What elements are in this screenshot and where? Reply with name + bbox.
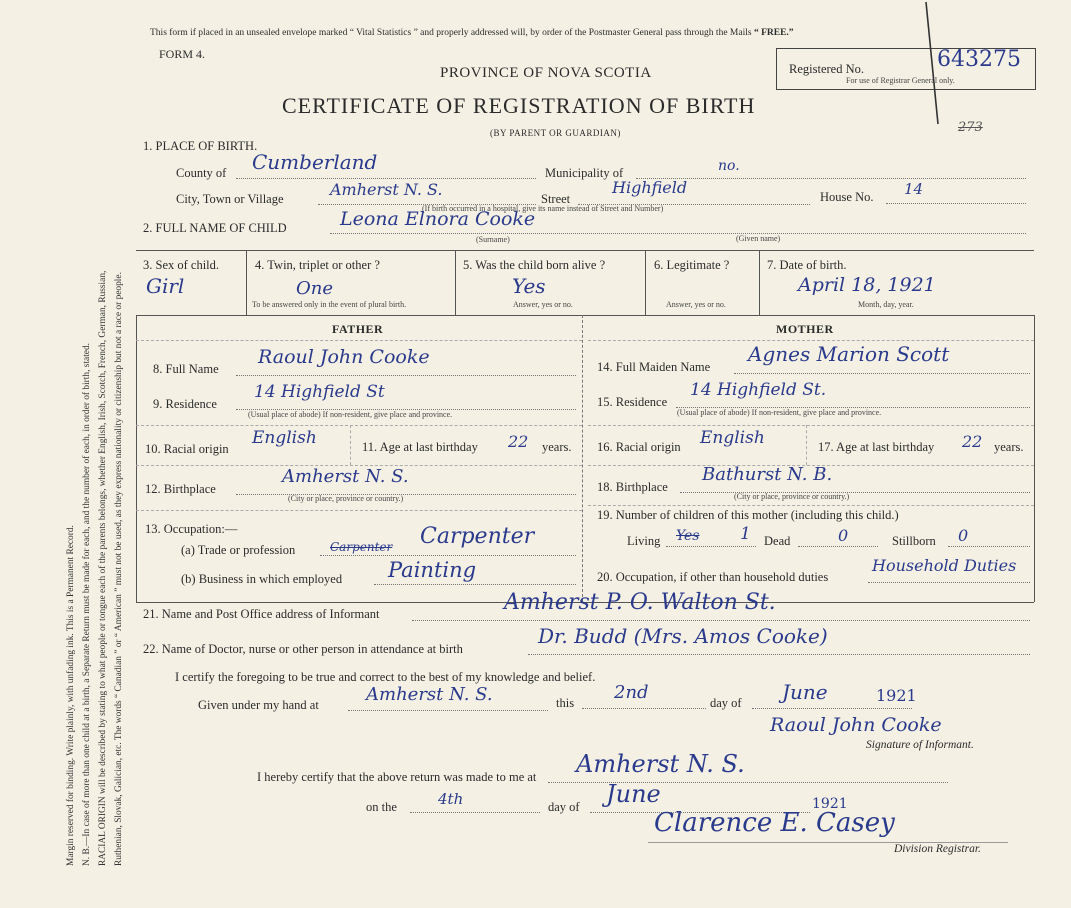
mother-residence-label: 15. Residence [597,395,668,409]
living-label: Living [627,534,661,548]
children-count-label: 19. Number of children of this mother (including this child.) [597,508,899,522]
child-name-value: Leona Elnora Cooke [340,208,536,230]
margin-racial-note: RACIAL ORIGIN will be described by stating to what people or tongue each of the parents belongs, whether English, Irish, Scotch, French, German, Russian, [98,270,108,866]
father-years-label: years. [542,440,572,454]
mother-birthplace-label: 18. Birthplace [597,480,668,494]
margin-binding-note: Margin reserved for binding. Write plainly, with unfading ink. This is a Permanent Record. [66,525,76,866]
dob-label: 7. Date of birth. [767,258,847,272]
registrar-month-value: June [606,780,661,808]
father-age-label: 11. Age at last birthday [362,440,478,454]
page-title: CERTIFICATE OF REGISTRATION OF BIRTH [282,93,756,118]
father-birthplace-value: Amherst N. S. [282,466,409,487]
certify-statement: I certify the foregoing to be true and correct to the best of my knowledge and belief. [175,670,596,684]
county-value: Cumberland [252,150,378,174]
father-birthplace-note: (City or place, province or country.) [288,494,404,503]
living-value: 1 [740,524,751,544]
given-place-value: Amherst N. S. [366,684,493,705]
father-age-value: 22 [508,432,529,451]
legitimate-note: Answer, yes or no. [666,300,726,309]
mother-heading: MOTHER [776,322,834,336]
margin-racial-note-2: Ruthenian, Slovak, Galician, etc. The words “ Canadian ” or “ American ” must not be used, as they express nationality or citizenship but not a race or people. [114,272,124,866]
alive-label: 5. Was the child born alive ? [463,258,606,272]
registered-number: 643275 [937,47,1021,72]
twin-value: One [296,278,334,299]
registrar-year-value: 1921 [812,796,848,812]
this-label: this [556,696,575,710]
trade-struck-value: Carpenter [330,540,393,554]
given-day-of-label: day of [710,696,742,710]
pencil-stroke-mark [920,0,950,130]
business-label: (b) Business in which employed [181,572,343,586]
informant-signature-caption: Signature of Informant. [866,739,974,751]
mother-occupation-value: Household Duties [872,556,1017,575]
postal-notice: This form if placed in an unsealed envelope marked “ Vital Statistics ” and properly addressed will, by order of the Postmaster General pass through the Mails “ FREE.” [150,28,794,38]
father-name-label: 8. Full Name [153,362,219,376]
doctor-label: 22. Name of Doctor, nurse or other person in attendance at birth [143,642,463,656]
hospital-note: (If birth occurred in a hospital, give its name instead of Street and Number) [422,204,664,213]
trade-label: (a) Trade or profession [181,543,296,557]
father-occupation-label: 13. Occupation:— [145,522,238,536]
trade-value: Carpenter [420,524,535,549]
street-label: Street [541,192,571,206]
mother-age-value: 22 [962,432,983,451]
twin-note: To be answered only in the event of plural birth. [252,300,407,309]
mother-residence-value: 14 Highfield St. [690,380,827,400]
given-label: Given under my hand at [198,698,319,712]
doctor-value: Dr. Budd (Mrs. Amos Cooke) [538,624,828,648]
dead-label: Dead [764,534,791,548]
given-name-note: (Given name) [736,234,781,243]
informant-label: 21. Name and Post Office address of Informant [143,607,380,621]
father-residence-value: 14 Highfield St [254,382,385,402]
mother-racial-label: 16. Racial origin [597,440,681,454]
mother-birthplace-value: Bathurst N. B. [702,464,833,485]
registrar-statement: I hereby certify that the above return was made to me at [257,770,537,784]
twin-label: 4. Twin, triplet or other ? [255,258,380,272]
registrar-note: For use of Registrar General only. [846,76,955,85]
given-month-value: June [782,680,828,704]
city-label: City, Town or Village [176,192,284,206]
mother-years-label: years. [994,440,1024,454]
dob-note: Month, day, year. [858,300,914,309]
dead-value: 0 [838,526,849,545]
father-birthplace-label: 12. Birthplace [145,482,216,496]
city-value: Amherst N. S. [330,180,443,199]
sex-label: 3. Sex of child. [143,258,220,272]
house-label: House No. [820,190,874,204]
surname-note: (Surname) [476,235,510,244]
registered-label: Registered No. [789,62,864,76]
stillborn-label: Stillborn [892,534,936,548]
father-residence-note: (Usual place of abode) If non-resident, give place and province. [248,410,453,419]
mother-name-value: Agnes Marion Scott [748,342,950,366]
registered-box [776,48,1036,90]
mother-birthplace-note: (City or place, province or country.) [734,492,850,501]
street-value: Highfield [612,178,688,197]
registrar-day-of-label: day of [548,800,580,814]
alive-value: Yes [512,274,546,298]
living-struck-value: Yes [676,528,700,544]
child-name-label: 2. FULL NAME OF CHILD [143,221,287,235]
dob-value: April 18, 1921 [798,274,936,296]
given-day-value: 2nd [614,682,649,703]
mother-residence-note: (Usual place of abode) If non-resident, give place and province. [677,408,882,417]
informant-value: Amherst P. O. Walton St. [504,590,776,615]
margin-nb-note: N. B.—In case of more than one child at a birth, a Separate Return must be made for each, and the number of each, in order of birth, stated. [82,343,92,866]
sex-value: Girl [146,274,185,298]
informant-signature: Raoul John Cooke [770,714,942,736]
form-number: FORM 4. [159,47,206,61]
father-name-value: Raoul John Cooke [258,346,430,368]
mother-name-label: 14. Full Maiden Name [597,360,711,374]
mother-occupation-label: 20. Occupation, if other than household duties [597,570,829,584]
county-label: County of [176,166,227,180]
father-residence-label: 9. Residence [153,397,217,411]
free-mark: “ FREE.” [753,28,794,38]
father-racial-value: English [252,428,317,448]
stillborn-value: 0 [958,526,969,545]
father-racial-label: 10. Racial origin [145,442,229,456]
business-value: Painting [388,558,477,582]
registrar-day-value: 4th [438,790,464,808]
alive-note: Answer, yes or no. [513,300,573,309]
municipality-label: Municipality of [545,166,624,180]
on-the-label: on the [366,800,397,814]
registrar-place-value: Amherst N. S. [576,750,745,778]
father-heading: FATHER [332,322,384,336]
province-name: PROVINCE OF NOVA SCOTIA [440,65,652,81]
registrar-signature: Clarence E. Casey [654,808,895,838]
mother-age-label: 17. Age at last birthday [818,440,935,454]
page-subtitle: (BY PARENT OR GUARDIAN) [490,128,621,138]
municipality-value: no. [718,158,740,174]
corner-mark: 273 [958,120,983,135]
house-value: 14 [904,180,924,198]
given-year-value: 1921 [876,686,917,705]
place-heading: 1. PLACE OF BIRTH. [143,139,258,153]
registrar-caption: Division Registrar. [894,843,981,855]
mother-racial-value: English [700,428,765,448]
legitimate-label: 6. Legitimate ? [654,258,730,272]
